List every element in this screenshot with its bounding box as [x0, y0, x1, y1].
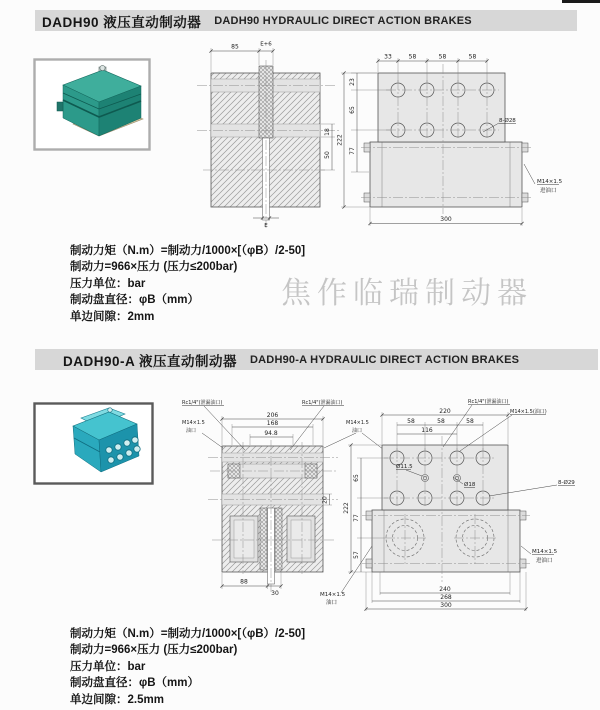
dim-65: 65 [349, 106, 356, 114]
label-port-name-bottom: 油口 [326, 600, 338, 606]
spec-pressure-unit: 压力单位：bar [70, 277, 146, 290]
spec-gap: 单边间隙：2.5mm [70, 693, 164, 706]
dim-240: 240 [439, 586, 451, 593]
dim-58: 58 [408, 53, 417, 61]
dim-220: 220 [439, 408, 451, 415]
label-oil-port-top: M14×1.5(油口) [510, 409, 547, 415]
spec-torque: 制动力矩（N.m）=制动力/1000×[（φB）/2-50] [70, 628, 306, 640]
label-rc-port: Rc1/4"(泄漏油口) [468, 399, 509, 405]
dim-116: 116 [421, 427, 433, 434]
label-inlet-thread: M14×1.5 [532, 549, 558, 555]
dim-77: 77 [353, 514, 360, 522]
dim-268: 268 [440, 594, 452, 601]
product-photo-dadh90 [33, 58, 151, 151]
spec-force: 制动力=966×压力 (压力≤200bar) [70, 261, 238, 274]
label-holes-8d28: 8-Ø28 [499, 118, 516, 124]
section2-title-zh: DADH90-A 液压直动制动器 [63, 353, 238, 369]
dim-300: 300 [440, 602, 452, 609]
label-holes-8d29: 8-Ø29 [558, 480, 575, 486]
dim-65: 65 [353, 474, 360, 482]
label-oil-name-left: 油口 [186, 428, 197, 434]
dim-33: 33 [384, 53, 392, 61]
technical-drawing-dadh90a [180, 396, 595, 628]
spec-disc-diameter: 制动盘直径：φB（mm） [70, 677, 199, 690]
label-oil-thread-left: M14×1.5 [182, 420, 205, 426]
section2-title-en: DADH90-A HYDRAULIC DIRECT ACTION BRAKES [250, 353, 520, 366]
scan-artifact-line [562, 0, 600, 3]
dim-23: 23 [349, 78, 356, 86]
spec-force: 制动力=966×压力 (压力≤200bar) [70, 644, 238, 657]
product-photo-dadh90a [33, 402, 154, 485]
label-oil-name-shared: 油口 [352, 428, 363, 434]
dim-57: 57 [353, 551, 360, 559]
dadh90-section-view [197, 42, 378, 230]
dim-168: 168 [266, 420, 279, 427]
dim-222: 222 [343, 502, 350, 514]
label-oil-thread-shared: M14×1.5 [346, 420, 369, 426]
section1-title-zh: DADH90 液压直动制动器 [42, 14, 202, 30]
section2-header-bar [35, 349, 598, 370]
section1-header-bar [35, 10, 577, 31]
label-inlet-name: 进油口 [536, 558, 553, 564]
technical-drawing-dadh90 [185, 36, 590, 236]
label-inlet-name: 进油口 [540, 188, 557, 194]
dadh90-front-view [349, 54, 563, 227]
label-d11.5: Ø11.5 [396, 464, 413, 470]
dim-94.8: 94.8 [264, 430, 278, 437]
label-d18: Ø18 [464, 482, 476, 488]
dim-222: 222 [336, 134, 344, 146]
dim-77: 77 [349, 147, 356, 155]
spec-torque: 制动力矩（N.m）=制动力/1000×[（φB）/2-50] [70, 245, 306, 257]
dim-e6: E+6 [260, 41, 272, 48]
dim-58: 58 [438, 53, 447, 61]
dim-50: 50 [324, 151, 331, 159]
dim-58: 58 [407, 418, 415, 425]
watermark-text: 焦作临瑞制动器 [281, 276, 533, 311]
label-rc-port-left: Rc1/4"(泄漏油口) [182, 400, 223, 406]
section1-title-en: DADH90 HYDRAULIC DIRECT ACTION BRAKES [214, 14, 472, 27]
dim-88: 88 [240, 578, 248, 586]
dim-206: 206 [266, 412, 279, 419]
label-rc-port-right: Rc1/4"(泄漏油口) [302, 400, 343, 406]
dim-e: E [264, 223, 268, 229]
dim-58: 58 [468, 53, 477, 61]
spec-list-dadh90a [70, 626, 430, 708]
spec-disc-diameter: 制动盘直径：φB（mm） [70, 294, 199, 307]
dim-85: 85 [231, 43, 239, 51]
dim-20: 20 [321, 496, 329, 504]
label-port-thread-bottom: M14×1.5 [320, 592, 346, 598]
dim-300: 300 [440, 216, 452, 223]
spec-gap: 单边间隙：2mm [70, 310, 155, 323]
spec-pressure-unit: 压力单位：bar [70, 660, 146, 673]
dim-18: 18 [324, 128, 331, 136]
label-inlet-thread: M14×1.5 [537, 179, 563, 185]
dim-58: 58 [466, 418, 474, 425]
dim-30: 30 [271, 590, 279, 597]
dim-58: 58 [437, 418, 445, 425]
